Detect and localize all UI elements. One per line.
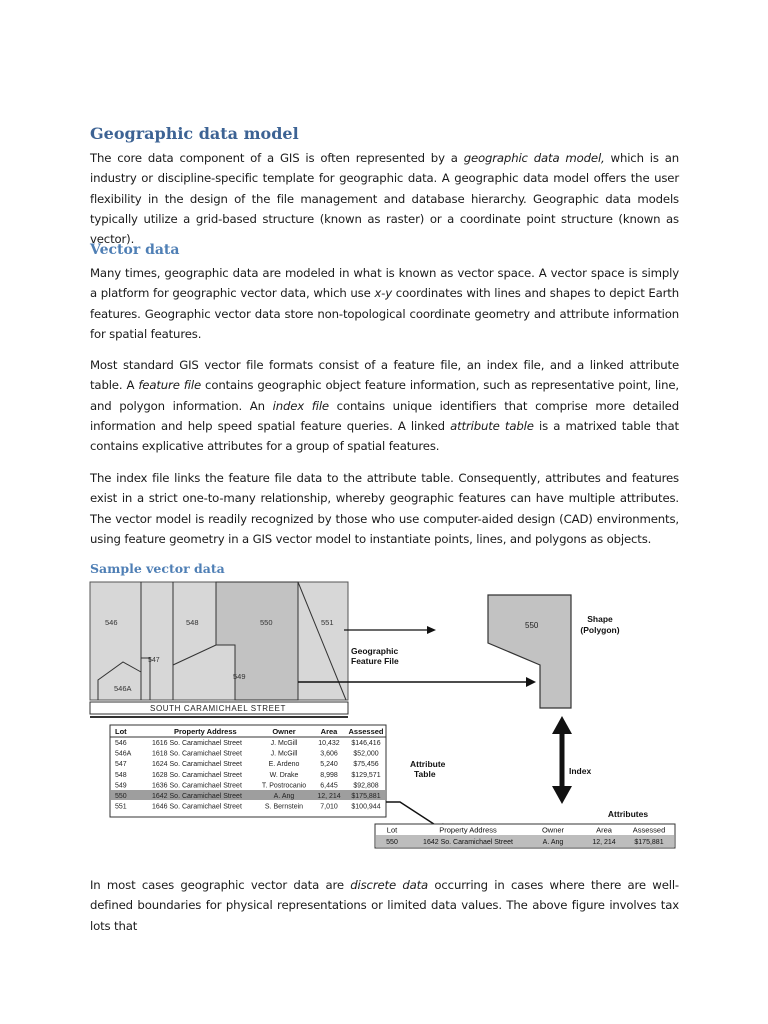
- paragraph-vector-space: Many times, geographic data are modeled in what is known as vector space. A vector space is simply a platform for geographic vector data, which use x-y coordinates with lines and shapes to depict Earth features. Geographic vector data store non-topological coordinate geometry and attribute information for spatial features.: [90, 266, 679, 341]
- table-cell: $92,808: [353, 782, 379, 790]
- table-header-3: Area: [320, 727, 338, 736]
- attributes-label: Attributes: [607, 809, 649, 819]
- table-cell: 8,998: [320, 771, 338, 779]
- selected-cell: 12, 214: [592, 839, 616, 846]
- table-cell: 1616 So. Caramichael Street: [152, 740, 242, 747]
- selected-header-3: Area: [596, 825, 612, 835]
- table-cell: 550: [115, 793, 127, 800]
- figure-caption: Sample vector data: [90, 561, 225, 576]
- table-cell: T. Postrocanio: [261, 782, 307, 790]
- table-cell: W. Drake: [269, 771, 299, 779]
- shape-id: 550: [525, 621, 539, 630]
- table-cell: 546A: [115, 750, 132, 758]
- shape-polygon: [488, 595, 571, 708]
- selected-header-1: Property Address: [439, 825, 497, 835]
- table-cell: 12, 214: [317, 793, 341, 800]
- feature-file-label-1: Geographic: [351, 646, 399, 656]
- table-cell: 1624 So. Caramichael Street: [152, 761, 242, 769]
- attribute-table-label-2: Table: [414, 769, 436, 779]
- table-cell: $100,944: [351, 803, 381, 811]
- shape-label-1: Shape: [587, 614, 613, 624]
- table-cell: 6,445: [320, 782, 338, 790]
- table-header-1: Property Address: [174, 727, 237, 736]
- lot-label-547: 547: [148, 657, 160, 664]
- page-heading: Geographic data model: [90, 124, 299, 143]
- table-cell: 551: [115, 803, 127, 811]
- table-cell: J. McGill: [270, 750, 298, 758]
- paragraph-intro: The core data component of a GIS is often represented by a geographic data model, which is an industry or discipline-specific template for geographic data. A geographic data model offers the user flexibility in the design of the file management and database hierarchy. Geographic data models typically utilize a grid-based structure (known as raster) or a coordinate point structure (known as vector).: [90, 151, 679, 247]
- parcel-map: [90, 582, 348, 717]
- sample-vector-figure: [88, 580, 684, 850]
- street-label: SOUTH CARAMICHAEL STREET: [150, 704, 286, 713]
- feature-file-label-2: Feature File: [351, 656, 399, 666]
- selected-header-0: Lot: [386, 825, 398, 835]
- lot-label-546: 546: [105, 618, 118, 627]
- table-cell: 1636 So. Caramichael Street: [152, 782, 242, 790]
- subheading-vector-data: Vector data: [90, 242, 180, 258]
- selected-cell: 1642 So. Caramichael Street: [423, 839, 513, 846]
- table-cell: $146,416: [351, 740, 381, 747]
- selected-cell: 550: [386, 839, 398, 846]
- table-cell: 1642 So. Caramichael Street: [152, 793, 242, 800]
- table-cell: 1618 So. Caramichael Street: [152, 750, 242, 758]
- table-cell: $175,881: [351, 793, 381, 800]
- lot-label-548: 548: [186, 618, 199, 627]
- lot-label-546A: 546A: [114, 684, 132, 693]
- table-header-2: Owner: [272, 727, 296, 736]
- selected-header-2: Owner: [541, 825, 565, 835]
- table-cell: S. Bernstein: [264, 803, 304, 811]
- table-cell: J. McGill: [270, 740, 298, 747]
- table-cell: E. Ardeno: [268, 761, 300, 769]
- selected-cell: A. Ang: [542, 839, 564, 846]
- table-cell: $52,000: [353, 750, 379, 758]
- table-cell: 546: [115, 740, 127, 747]
- index-label: Index: [569, 766, 592, 776]
- lot-label-550: 550: [260, 618, 273, 627]
- paragraph-file-formats: Most standard GIS vector file formats consist of a feature file, an index file, and a linked attribute table. A feature file contains geographic object feature information, such as representative point, line, and polygon information. An index file contains unique identifiers that comprise more detailed information and help speed spatial feature queries. A linked attribute table is a matrixed table that contains explicative attributes for a group of spatial features.: [90, 358, 679, 454]
- attribute-table: [110, 725, 386, 817]
- table-cell: 10,432: [318, 740, 340, 747]
- table-header-0: Lot: [115, 727, 127, 736]
- paragraph-discrete-data: In most cases geographic vector data are discrete data occurring in cases where there are well-defined boundaries for physical representations or limited data values. The above figure involves tax lots that: [90, 878, 680, 933]
- table-header-4: Assessed: [348, 727, 384, 736]
- attribute-table-label-1: Attribute: [410, 759, 446, 769]
- table-cell: 3,606: [320, 750, 338, 758]
- table-cell: 5,240: [320, 761, 338, 769]
- selected-header-4: Assessed: [632, 825, 666, 835]
- lot-label-551: 551: [321, 618, 334, 627]
- table-cell: 1646 So. Caramichael Street: [152, 803, 242, 811]
- table-cell: 7,010: [320, 803, 338, 811]
- lot-label-549: 549: [233, 672, 246, 681]
- table-cell: 1628 So. Caramichael Street: [152, 771, 242, 779]
- table-cell: 549: [115, 782, 127, 790]
- table-cell: $75,456: [353, 761, 379, 769]
- selected-cell: $175,881: [634, 839, 664, 846]
- selected-attributes-table: [375, 824, 675, 848]
- table-cell: A. Ang: [273, 793, 295, 800]
- table-cell: 548: [115, 771, 127, 779]
- paragraph-index-file: The index file links the feature file data to the attribute table. Consequently, attributes and features exist in a strict one-to-many relationship, whereby geographic features can have multiple attributes. The vector model is readily recognized by those who use computer-aided design (CAD) environments, using feature geometry in a GIS vector model to instantiate points, lines, and polygons as objects.: [90, 471, 679, 546]
- table-cell: $129,571: [351, 771, 381, 779]
- table-cell: 547: [115, 761, 127, 769]
- shape-label-2: (Polygon): [580, 625, 620, 635]
